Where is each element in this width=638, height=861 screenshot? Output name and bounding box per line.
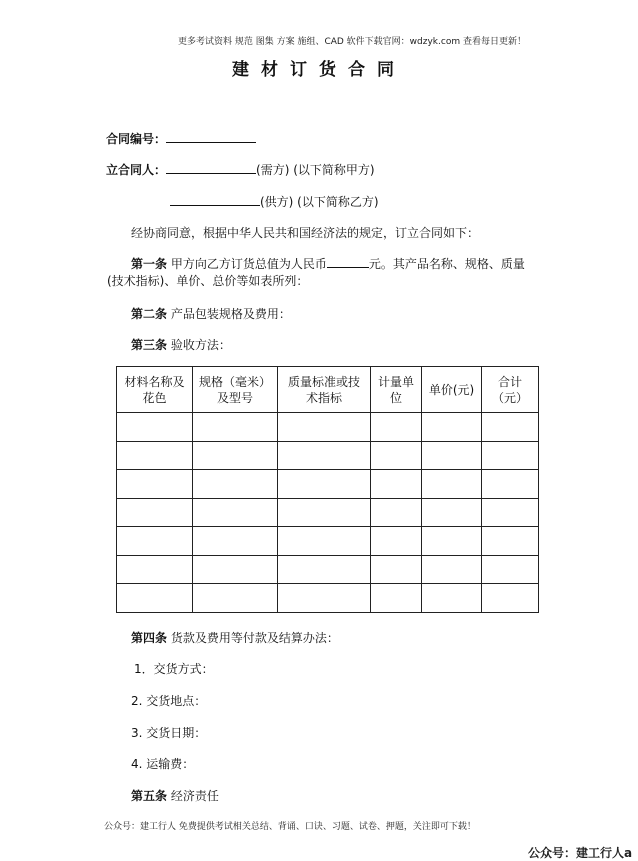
- table-row: [117, 584, 539, 613]
- item-delivery-method: 1．交货方式：: [134, 662, 214, 676]
- intro-paragraph: 经协商同意，根据中华人民共和国经济法的规定，订立合同如下：: [131, 226, 480, 240]
- table-cell: [371, 584, 422, 613]
- table-body: [117, 413, 539, 613]
- table-cell: [117, 441, 193, 470]
- article-5: [131, 787, 219, 804]
- table-header-cell: 材料名称及 花色: [117, 367, 193, 413]
- table-header-cell: 合计 （元）: [482, 367, 539, 413]
- party-label: 立合同人：: [106, 163, 167, 177]
- footer-note: 公众号：建工行人 免费提供考试相关总结、背诵、口诀、习题、试卷、押题，关注即可下载！: [104, 822, 476, 832]
- table-cell: [371, 470, 422, 499]
- party-a-line: [106, 161, 375, 178]
- document-title: 建材订货合同: [232, 60, 406, 80]
- table-cell: [278, 527, 371, 556]
- article-2: [131, 305, 291, 322]
- table-cell: [422, 527, 482, 556]
- table-cell: [193, 555, 278, 584]
- table-row: [117, 555, 539, 584]
- table-row: [117, 498, 539, 527]
- table-cell: [193, 584, 278, 613]
- table-cell: [117, 527, 193, 556]
- table-row: [117, 470, 539, 499]
- table-cell: [482, 413, 539, 442]
- article-1-text-2: 元。其产品名称、规格、质量: [368, 257, 525, 271]
- watermark-text: 公众号：建工行人a: [528, 846, 633, 860]
- table-cell: [422, 555, 482, 584]
- table-cell: [422, 498, 482, 527]
- table-cell: [422, 441, 482, 470]
- table-cell: [482, 584, 539, 613]
- article-3-heading: 第三条: [131, 338, 168, 352]
- table-cell: [371, 498, 422, 527]
- party-a-suffix: (需方) (以下简称甲方): [256, 163, 375, 177]
- table-cell: [422, 584, 482, 613]
- table-cell: [371, 527, 422, 556]
- table-cell: [278, 470, 371, 499]
- table-cell: [482, 555, 539, 584]
- table-row: [117, 527, 539, 556]
- contract-number-line: [106, 130, 256, 147]
- article-3: [131, 336, 231, 353]
- table-cell: [482, 470, 539, 499]
- article-4-text: 货款及费用等付款及结算办法：: [170, 631, 339, 645]
- article-2-heading: 第二条: [131, 307, 168, 321]
- table-header-cell: 单价(元): [422, 367, 482, 413]
- party-a-blank: [166, 161, 256, 174]
- table-cell: [117, 584, 193, 613]
- article-3-text: 验收方法：: [170, 338, 231, 352]
- article-1-line-2: (技术指标)、单价、总价等如表所列：: [107, 274, 309, 288]
- table-cell: [278, 555, 371, 584]
- contract-number-blank: [166, 130, 256, 143]
- table-cell: [278, 498, 371, 527]
- table-cell: [193, 470, 278, 499]
- table-cell: [482, 441, 539, 470]
- table-cell: [482, 498, 539, 527]
- table-row: [117, 413, 539, 442]
- table-cell: [278, 413, 371, 442]
- table-cell: [193, 527, 278, 556]
- table-header-row: [117, 367, 539, 413]
- table-cell: [278, 441, 371, 470]
- item-freight: 4. 运输费：: [131, 757, 195, 771]
- table-cell: [422, 470, 482, 499]
- table-cell: [117, 498, 193, 527]
- table-header-cell: 质量标准或技 术指标: [278, 367, 371, 413]
- article-1-text-1: 甲方向乙方订货总值为人民币: [170, 257, 327, 271]
- table-cell: [117, 413, 193, 442]
- party-b-suffix: (供方) (以下简称乙方): [260, 195, 379, 209]
- table-cell: [422, 413, 482, 442]
- table-row: [117, 441, 539, 470]
- article-4-heading: 第四条: [131, 631, 168, 645]
- table-cell: [371, 555, 422, 584]
- party-b-blank: [170, 193, 260, 206]
- article-4: [131, 629, 339, 646]
- table-header-cell: 计量单 位: [371, 367, 422, 413]
- item-delivery-date: 3. 交货日期：: [131, 726, 207, 740]
- article-5-text: 经济责任: [170, 789, 219, 803]
- table-cell: [117, 555, 193, 584]
- table-cell: [371, 413, 422, 442]
- table-cell: [278, 584, 371, 613]
- table-cell: [193, 498, 278, 527]
- amount-blank: [327, 255, 369, 268]
- table-cell: [117, 470, 193, 499]
- article-2-text: 产品包装规格及费用：: [170, 307, 291, 321]
- article-5-heading: 第五条: [131, 789, 168, 803]
- item-delivery-place: 2. 交货地点：: [131, 694, 207, 708]
- site-header-note: 更多考试资料 规范 图集 方案 施组、CAD 软件下载官网：wdzyk.com 查看每日更新！: [178, 37, 526, 47]
- table-header-cell: 规格（毫米） 及型号: [193, 367, 278, 413]
- contract-number-label: 合同编号：: [106, 132, 167, 146]
- product-spec-table: [116, 366, 539, 613]
- article-1-heading: 第一条: [131, 257, 168, 271]
- table-cell: [193, 441, 278, 470]
- party-b-line: [170, 193, 379, 210]
- table-cell: [371, 441, 422, 470]
- table-cell: [482, 527, 539, 556]
- table-cell: [193, 413, 278, 442]
